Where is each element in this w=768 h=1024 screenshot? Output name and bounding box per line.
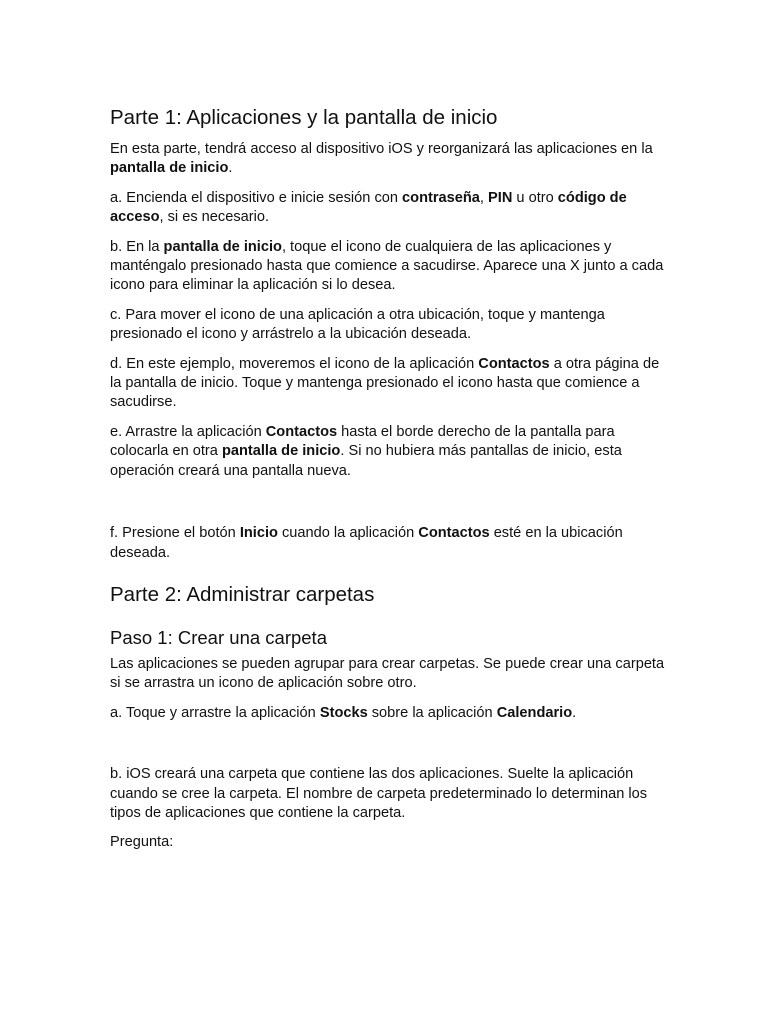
text-run: d. En este ejemplo, moveremos el icono de la aplicación bbox=[110, 355, 479, 372]
text-run: En esta parte, tendrá acceso al dispositivo iOS y reorganizará las aplicaciones en la bbox=[110, 141, 653, 157]
paragraph-step-f bbox=[110, 524, 670, 563]
bold-term: Contactos bbox=[478, 355, 550, 372]
text-run: . bbox=[228, 160, 233, 177]
section-heading-parte-2: Parte 2: Administrar carpetas bbox=[110, 582, 375, 606]
paragraph-paso-step-a bbox=[110, 704, 670, 723]
bold-term: Inicio bbox=[239, 525, 278, 542]
subsection-heading-paso-1: Paso 1: Crear una carpeta bbox=[110, 626, 327, 648]
text-run: f. Presione el botón bbox=[110, 525, 240, 542]
text-run: , si es necesario. bbox=[159, 209, 270, 226]
bold-term: PIN bbox=[488, 189, 513, 206]
text-run: cuando la aplicación bbox=[277, 525, 419, 542]
text-run: b. iOS creará una carpeta que contiene las dos aplicaciones. Suelte la aplicación cuando se cree la carpeta. El nombre de carpeta predeterminado lo determinan los tipos de aplicaciones que contiene la carpeta. bbox=[110, 766, 648, 821]
text-run: e. Arrastre la aplicación bbox=[110, 423, 266, 440]
paragraph-step-e bbox=[110, 423, 670, 481]
text-run: , toque el icono de cualquiera de las aplicaciones y manténgalo presionado hasta que comience a sacudirse. Aparece una X junto a cada icono para eliminar la aplicación si lo desea. bbox=[110, 238, 664, 294]
text-run: esté en la ubicación deseada. bbox=[110, 525, 623, 561]
bold-term: pantalla de inicio bbox=[221, 443, 341, 460]
bold-term: pantalla de inicio bbox=[163, 238, 282, 255]
bold-term: pantalla de inicio bbox=[110, 160, 229, 177]
text-run: a. Toque y arrastre la aplicación bbox=[110, 704, 320, 721]
text-run: a. Encienda el dispositivo e inicie sesión con bbox=[110, 189, 403, 206]
bold-term: Contactos bbox=[265, 423, 338, 440]
paragraph-paso-step-b bbox=[110, 765, 670, 823]
paragraph-step-b bbox=[110, 238, 670, 296]
paragraph-step-d bbox=[110, 355, 670, 413]
paragraph-step-c bbox=[110, 306, 670, 345]
text-run: a otra página de la pantalla de inicio. Toque y mantenga presionado el icono hasta que comience a sacudirse. bbox=[110, 355, 660, 411]
document-page bbox=[110, 104, 670, 853]
text-run: , bbox=[479, 189, 489, 206]
section-heading-parte-1: Parte 1: Aplicaciones y la pantalla de inicio bbox=[110, 106, 498, 129]
text-run: b. En la bbox=[110, 238, 164, 255]
text-run: u otro bbox=[512, 189, 558, 206]
paragraph-paso-intro bbox=[110, 655, 670, 694]
paragraph-step-a bbox=[110, 189, 670, 228]
text-run: hasta el borde derecho de la pantalla para colocarla en otra bbox=[110, 423, 615, 460]
text-run: . Si no hubiera más pantallas de inicio, esta operación creará una pantalla nueva. bbox=[110, 443, 622, 479]
paragraph-question-label bbox=[110, 833, 670, 852]
bold-term: Contactos bbox=[418, 525, 490, 542]
bold-term: Stocks bbox=[319, 704, 368, 721]
text-run: . bbox=[572, 704, 577, 721]
text-run: c. Para mover el icono de una aplicación a otra ubicación, toque y mantenga presionado el icono y arrástrelo a la ubicación deseada. bbox=[110, 306, 605, 343]
text-run: Las aplicaciones se pueden agrupar para crear carpetas. Se puede crear una carpeta si se arrastra un icono de aplicación sobre otro. bbox=[110, 655, 665, 692]
bold-term: Calendario bbox=[496, 704, 573, 721]
paragraph-intro bbox=[110, 140, 670, 179]
bold-term: código de acceso bbox=[110, 189, 627, 226]
text-run: Pregunta: bbox=[110, 834, 174, 851]
bold-term: contraseña bbox=[402, 189, 480, 206]
text-run: sobre la aplicación bbox=[367, 704, 497, 721]
